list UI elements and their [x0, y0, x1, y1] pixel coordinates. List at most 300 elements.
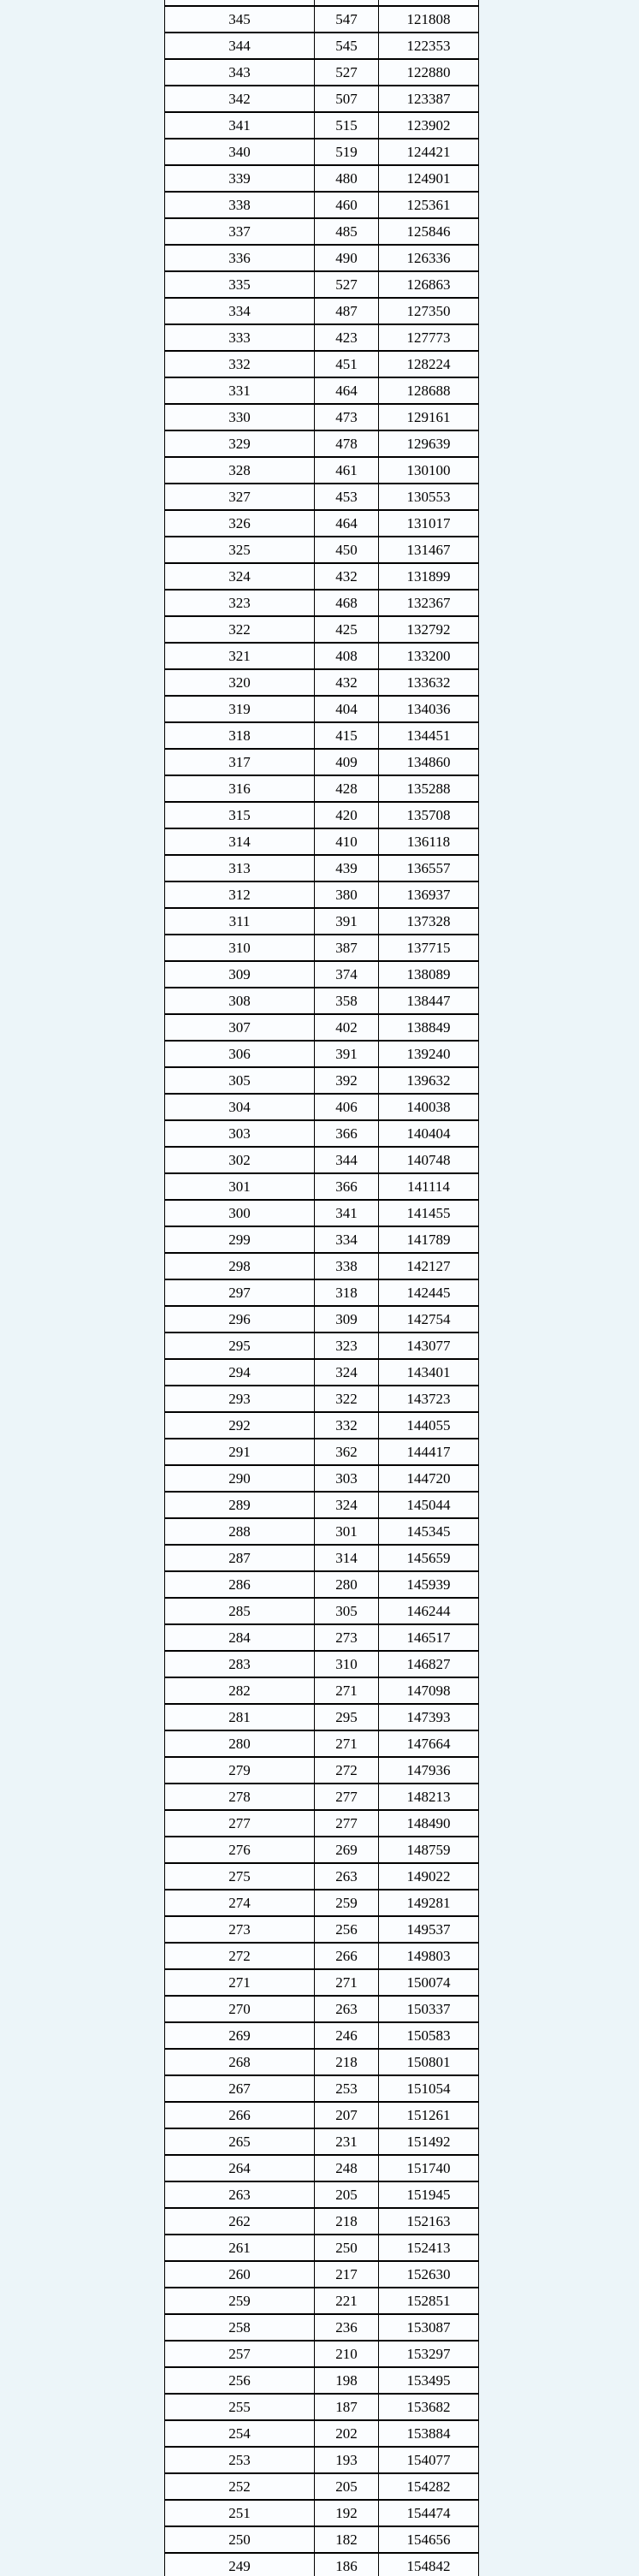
count-cell: 271 [315, 1730, 379, 1757]
score-cell: 290 [165, 1465, 315, 1492]
score-cell: 341 [165, 112, 315, 139]
cumulative-cell: 138849 [379, 1014, 479, 1041]
cumulative-cell: 150583 [379, 2022, 479, 2049]
count-cell: 478 [315, 430, 379, 457]
table-row [165, 1890, 479, 1916]
count-cell: 341 [315, 1200, 379, 1226]
table-row [165, 2288, 479, 2314]
cumulative-cell: 131017 [379, 510, 479, 537]
count-cell: 280 [315, 1571, 379, 1598]
table-row [165, 563, 479, 590]
count-cell: 310 [315, 1651, 379, 1677]
cumulative-cell: 133632 [379, 669, 479, 696]
table-row [165, 537, 479, 563]
cumulative-cell: 154474 [379, 2500, 479, 2526]
table-row [165, 1147, 479, 1173]
score-cell: 332 [165, 351, 315, 377]
cumulative-cell: 152413 [379, 2235, 479, 2261]
table-row [165, 881, 479, 908]
cumulative-cell: 139632 [379, 1067, 479, 1094]
cumulative-cell: 144055 [379, 1412, 479, 1439]
table-row [165, 1730, 479, 1757]
cumulative-cell: 153297 [379, 2341, 479, 2367]
table-row [165, 2447, 479, 2473]
count-cell: 439 [315, 855, 379, 881]
cumulative-cell: 137328 [379, 908, 479, 935]
table-row [165, 1492, 479, 1518]
count-cell: 344 [315, 1147, 379, 1173]
cumulative-cell: 153682 [379, 2394, 479, 2420]
count-cell: 464 [315, 377, 379, 404]
score-cell: 271 [165, 1969, 315, 1996]
score-cell: 253 [165, 2447, 315, 2473]
count-cell: 453 [315, 484, 379, 510]
score-cell: 281 [165, 1704, 315, 1730]
score-cell: 260 [165, 2261, 315, 2288]
cumulative-cell: 140748 [379, 1147, 479, 1173]
cumulative-cell: 124901 [379, 165, 479, 192]
score-cell: 263 [165, 2181, 315, 2208]
score-table-body [165, 0, 479, 2576]
table-row [165, 1094, 479, 1120]
table-row [165, 1253, 479, 1279]
count-cell: 259 [315, 1890, 379, 1916]
score-cell: 340 [165, 139, 315, 165]
cumulative-cell: 146827 [379, 1651, 479, 1677]
cumulative-cell: 150074 [379, 1969, 479, 1996]
table-row [165, 2102, 479, 2128]
score-cell: 272 [165, 1943, 315, 1969]
count-cell: 358 [315, 988, 379, 1014]
table-row [165, 1837, 479, 1863]
score-cell: 275 [165, 1863, 315, 1890]
table-row [165, 1784, 479, 1810]
count-cell: 253 [315, 2075, 379, 2102]
count-cell: 468 [315, 590, 379, 616]
count-cell: 324 [315, 1492, 379, 1518]
table-row [165, 1465, 479, 1492]
table-row [165, 2075, 479, 2102]
score-cell: 335 [165, 271, 315, 298]
table-row [165, 1624, 479, 1651]
table-row [165, 2208, 479, 2235]
table-row [165, 59, 479, 86]
count-cell: 277 [315, 1810, 379, 1837]
cumulative-cell: 123902 [379, 112, 479, 139]
cumulative-cell: 129639 [379, 430, 479, 457]
table-row [165, 590, 479, 616]
score-cell: 328 [165, 457, 315, 484]
cumulative-cell: 132367 [379, 590, 479, 616]
count-cell: 366 [315, 1120, 379, 1147]
count-cell: 423 [315, 324, 379, 351]
table-row [165, 1943, 479, 1969]
cumulative-cell: 149537 [379, 1916, 479, 1943]
table-row [165, 351, 479, 377]
table-row [165, 1518, 479, 1545]
count-cell: 318 [315, 1279, 379, 1306]
count-cell: 392 [315, 1067, 379, 1094]
table-row [165, 1359, 479, 1386]
count-cell: 192 [315, 2500, 379, 2526]
cumulative-cell: 128224 [379, 351, 479, 377]
count-cell: 366 [315, 1173, 379, 1200]
table-row [165, 2049, 479, 2075]
cumulative-cell: 153884 [379, 2420, 479, 2447]
score-cell: 330 [165, 404, 315, 430]
score-cell: 291 [165, 1439, 315, 1465]
count-cell: 205 [315, 2473, 379, 2500]
score-distribution-table [164, 0, 479, 2576]
score-cell: 276 [165, 1837, 315, 1863]
count-cell: 198 [315, 2367, 379, 2394]
count-cell: 409 [315, 749, 379, 775]
cumulative-cell: 130100 [379, 457, 479, 484]
score-cell: 300 [165, 1200, 315, 1226]
score-cell: 279 [165, 1757, 315, 1784]
count-cell: 387 [315, 935, 379, 961]
cumulative-cell: 143401 [379, 1359, 479, 1386]
cumulative-cell: 123387 [379, 86, 479, 112]
cumulative-cell: 149803 [379, 1943, 479, 1969]
score-cell: 310 [165, 935, 315, 961]
table-row [165, 112, 479, 139]
cumulative-cell: 148490 [379, 1810, 479, 1837]
table-row [165, 2394, 479, 2420]
count-cell: 231 [315, 2128, 379, 2155]
cumulative-cell: 134451 [379, 722, 479, 749]
cumulative-cell: 140404 [379, 1120, 479, 1147]
score-cell: 274 [165, 1890, 315, 1916]
cumulative-cell: 122880 [379, 59, 479, 86]
table-row [165, 1598, 479, 1624]
score-cell: 315 [165, 802, 315, 828]
count-cell: 186 [315, 2553, 379, 2576]
score-cell: 344 [165, 33, 315, 59]
score-cell: 311 [165, 908, 315, 935]
table-row [165, 1969, 479, 1996]
score-cell: 250 [165, 2526, 315, 2553]
cumulative-cell: 137715 [379, 935, 479, 961]
count-cell: 334 [315, 1226, 379, 1253]
cumulative-cell: 139240 [379, 1041, 479, 1067]
count-cell: 527 [315, 271, 379, 298]
count-cell: 221 [315, 2288, 379, 2314]
count-cell: 218 [315, 2049, 379, 2075]
table-row [165, 430, 479, 457]
cumulative-cell: 147936 [379, 1757, 479, 1784]
count-cell: 374 [315, 961, 379, 988]
count-cell: 271 [315, 1969, 379, 1996]
score-cell: 329 [165, 430, 315, 457]
table-row [165, 1067, 479, 1094]
score-cell: 270 [165, 1996, 315, 2022]
score-cell: 342 [165, 86, 315, 112]
score-cell: 278 [165, 1784, 315, 1810]
count-cell: 309 [315, 1306, 379, 1333]
table-row [165, 1306, 479, 1333]
table-row [165, 828, 479, 855]
score-cell: 306 [165, 1041, 315, 1067]
count-cell: 425 [315, 616, 379, 643]
score-cell: 262 [165, 2208, 315, 2235]
cumulative-cell: 147393 [379, 1704, 479, 1730]
table-row [165, 1810, 479, 1837]
table-row [165, 1279, 479, 1306]
table-row [165, 2261, 479, 2288]
table-row [165, 1226, 479, 1253]
count-cell: 432 [315, 669, 379, 696]
count-cell: 410 [315, 828, 379, 855]
score-cell: 320 [165, 669, 315, 696]
count-cell: 547 [315, 6, 379, 33]
cumulative-cell: 141789 [379, 1226, 479, 1253]
score-cell: 305 [165, 1067, 315, 1094]
cumulative-cell: 154282 [379, 2473, 479, 2500]
cumulative-cell: 148759 [379, 1837, 479, 1863]
count-cell: 301 [315, 1518, 379, 1545]
score-cell: 287 [165, 1545, 315, 1571]
score-cell: 322 [165, 616, 315, 643]
table-row [165, 2526, 479, 2553]
table-row [165, 775, 479, 802]
cumulative-cell: 134036 [379, 696, 479, 722]
score-cell: 294 [165, 1359, 315, 1386]
score-cell: 286 [165, 1571, 315, 1598]
score-cell: 280 [165, 1730, 315, 1757]
table-row [165, 2022, 479, 2049]
score-cell: 277 [165, 1810, 315, 1837]
score-cell: 295 [165, 1333, 315, 1359]
count-cell: 332 [315, 1412, 379, 1439]
count-cell: 322 [315, 1386, 379, 1412]
score-cell: 251 [165, 2500, 315, 2526]
score-cell: 317 [165, 749, 315, 775]
cumulative-cell: 145044 [379, 1492, 479, 1518]
table-row [165, 271, 479, 298]
cumulative-cell: 129161 [379, 404, 479, 430]
cumulative-cell: 138089 [379, 961, 479, 988]
score-cell: 338 [165, 192, 315, 218]
count-cell: 415 [315, 722, 379, 749]
score-cell: 252 [165, 2473, 315, 2500]
count-cell: 295 [315, 1704, 379, 1730]
cumulative-cell: 141114 [379, 1173, 479, 1200]
cumulative-cell: 145345 [379, 1518, 479, 1545]
table-row [165, 1412, 479, 1439]
table-row [165, 616, 479, 643]
cumulative-cell: 151054 [379, 2075, 479, 2102]
cumulative-cell: 150801 [379, 2049, 479, 2075]
score-cell: 336 [165, 245, 315, 271]
count-cell: 236 [315, 2314, 379, 2341]
count-cell: 323 [315, 1333, 379, 1359]
cumulative-cell: 133200 [379, 643, 479, 669]
count-cell: 273 [315, 1624, 379, 1651]
score-cell: 302 [165, 1147, 315, 1173]
partial-cell [315, 0, 379, 6]
score-cell: 292 [165, 1412, 315, 1439]
table-row [165, 457, 479, 484]
cumulative-cell: 125846 [379, 218, 479, 245]
score-cell: 256 [165, 2367, 315, 2394]
cumulative-cell: 153087 [379, 2314, 479, 2341]
count-cell: 406 [315, 1094, 379, 1120]
score-cell: 273 [165, 1916, 315, 1943]
count-cell: 485 [315, 218, 379, 245]
count-cell: 182 [315, 2526, 379, 2553]
count-cell: 207 [315, 2102, 379, 2128]
score-cell: 266 [165, 2102, 315, 2128]
count-cell: 460 [315, 192, 379, 218]
count-cell: 248 [315, 2155, 379, 2181]
cumulative-cell: 154077 [379, 2447, 479, 2473]
count-cell: 432 [315, 563, 379, 590]
score-cell: 298 [165, 1253, 315, 1279]
table-row [165, 165, 479, 192]
score-cell: 323 [165, 590, 315, 616]
count-cell: 305 [315, 1598, 379, 1624]
count-cell: 450 [315, 537, 379, 563]
count-cell: 461 [315, 457, 379, 484]
table-row [165, 2128, 479, 2155]
cumulative-cell: 126863 [379, 271, 479, 298]
table-row [165, 218, 479, 245]
score-cell: 257 [165, 2341, 315, 2367]
count-cell: 451 [315, 351, 379, 377]
score-cell: 319 [165, 696, 315, 722]
count-cell: 263 [315, 1996, 379, 2022]
score-cell: 269 [165, 2022, 315, 2049]
count-cell: 473 [315, 404, 379, 430]
count-cell: 545 [315, 33, 379, 59]
score-cell: 297 [165, 1279, 315, 1306]
score-cell: 261 [165, 2235, 315, 2261]
count-cell: 391 [315, 1041, 379, 1067]
cumulative-cell: 152163 [379, 2208, 479, 2235]
table-row [165, 1439, 479, 1465]
score-cell: 259 [165, 2288, 315, 2314]
table-row [165, 643, 479, 669]
score-cell: 339 [165, 165, 315, 192]
count-cell: 408 [315, 643, 379, 669]
score-cell: 307 [165, 1014, 315, 1041]
score-cell: 308 [165, 988, 315, 1014]
cumulative-cell: 153495 [379, 2367, 479, 2394]
table-row [165, 2181, 479, 2208]
cumulative-cell: 143077 [379, 1333, 479, 1359]
count-cell: 246 [315, 2022, 379, 2049]
cumulative-cell: 142445 [379, 1279, 479, 1306]
cumulative-cell: 150337 [379, 1996, 479, 2022]
cumulative-cell: 142754 [379, 1306, 479, 1333]
table-row [165, 2553, 479, 2576]
cumulative-cell: 152851 [379, 2288, 479, 2314]
count-cell: 205 [315, 2181, 379, 2208]
score-cell: 265 [165, 2128, 315, 2155]
table-row [165, 2235, 479, 2261]
cumulative-cell: 136937 [379, 881, 479, 908]
table-row [165, 192, 479, 218]
cumulative-cell: 121808 [379, 6, 479, 33]
cumulative-cell: 154656 [379, 2526, 479, 2553]
cumulative-cell: 147664 [379, 1730, 479, 1757]
cumulative-cell: 151740 [379, 2155, 479, 2181]
cumulative-cell: 148213 [379, 1784, 479, 1810]
cumulative-cell: 127773 [379, 324, 479, 351]
table-row [165, 1120, 479, 1147]
score-cell: 331 [165, 377, 315, 404]
table-row [165, 935, 479, 961]
count-cell: 187 [315, 2394, 379, 2420]
cumulative-cell: 151945 [379, 2181, 479, 2208]
table-row [165, 377, 479, 404]
cumulative-cell: 131899 [379, 563, 479, 590]
score-cell: 293 [165, 1386, 315, 1412]
table-row [165, 1704, 479, 1730]
cumulative-cell: 131467 [379, 537, 479, 563]
table-row [165, 2314, 479, 2341]
partial-top-row [165, 0, 479, 6]
count-cell: 404 [315, 696, 379, 722]
cumulative-cell: 143723 [379, 1386, 479, 1412]
table-row [165, 749, 479, 775]
count-cell: 487 [315, 298, 379, 324]
count-cell: 428 [315, 775, 379, 802]
table-row [165, 484, 479, 510]
count-cell: 218 [315, 2208, 379, 2235]
cumulative-cell: 136118 [379, 828, 479, 855]
cumulative-cell: 149022 [379, 1863, 479, 1890]
cumulative-cell: 149281 [379, 1890, 479, 1916]
score-cell: 345 [165, 6, 315, 33]
count-cell: 464 [315, 510, 379, 537]
table-row [165, 988, 479, 1014]
cumulative-cell: 146244 [379, 1598, 479, 1624]
count-cell: 515 [315, 112, 379, 139]
score-cell: 313 [165, 855, 315, 881]
cumulative-cell: 136557 [379, 855, 479, 881]
count-cell: 507 [315, 86, 379, 112]
score-cell: 318 [165, 722, 315, 749]
score-cell: 267 [165, 2075, 315, 2102]
table-row [165, 1333, 479, 1359]
score-cell: 312 [165, 881, 315, 908]
count-cell: 250 [315, 2235, 379, 2261]
table-row [165, 855, 479, 881]
cumulative-cell: 128688 [379, 377, 479, 404]
score-cell: 296 [165, 1306, 315, 1333]
table-row [165, 2500, 479, 2526]
table-row [165, 2155, 479, 2181]
table-row [165, 1200, 479, 1226]
table-row [165, 2367, 479, 2394]
table-row [165, 1863, 479, 1890]
table-row [165, 961, 479, 988]
table-row [165, 2473, 479, 2500]
cumulative-cell: 140038 [379, 1094, 479, 1120]
table-row [165, 1041, 479, 1067]
count-cell: 362 [315, 1439, 379, 1465]
score-cell: 268 [165, 2049, 315, 2075]
cumulative-cell: 142127 [379, 1253, 479, 1279]
count-cell: 314 [315, 1545, 379, 1571]
count-cell: 338 [315, 1253, 379, 1279]
table-row [165, 6, 479, 33]
score-cell: 284 [165, 1624, 315, 1651]
table-row [165, 669, 479, 696]
cumulative-cell: 135708 [379, 802, 479, 828]
